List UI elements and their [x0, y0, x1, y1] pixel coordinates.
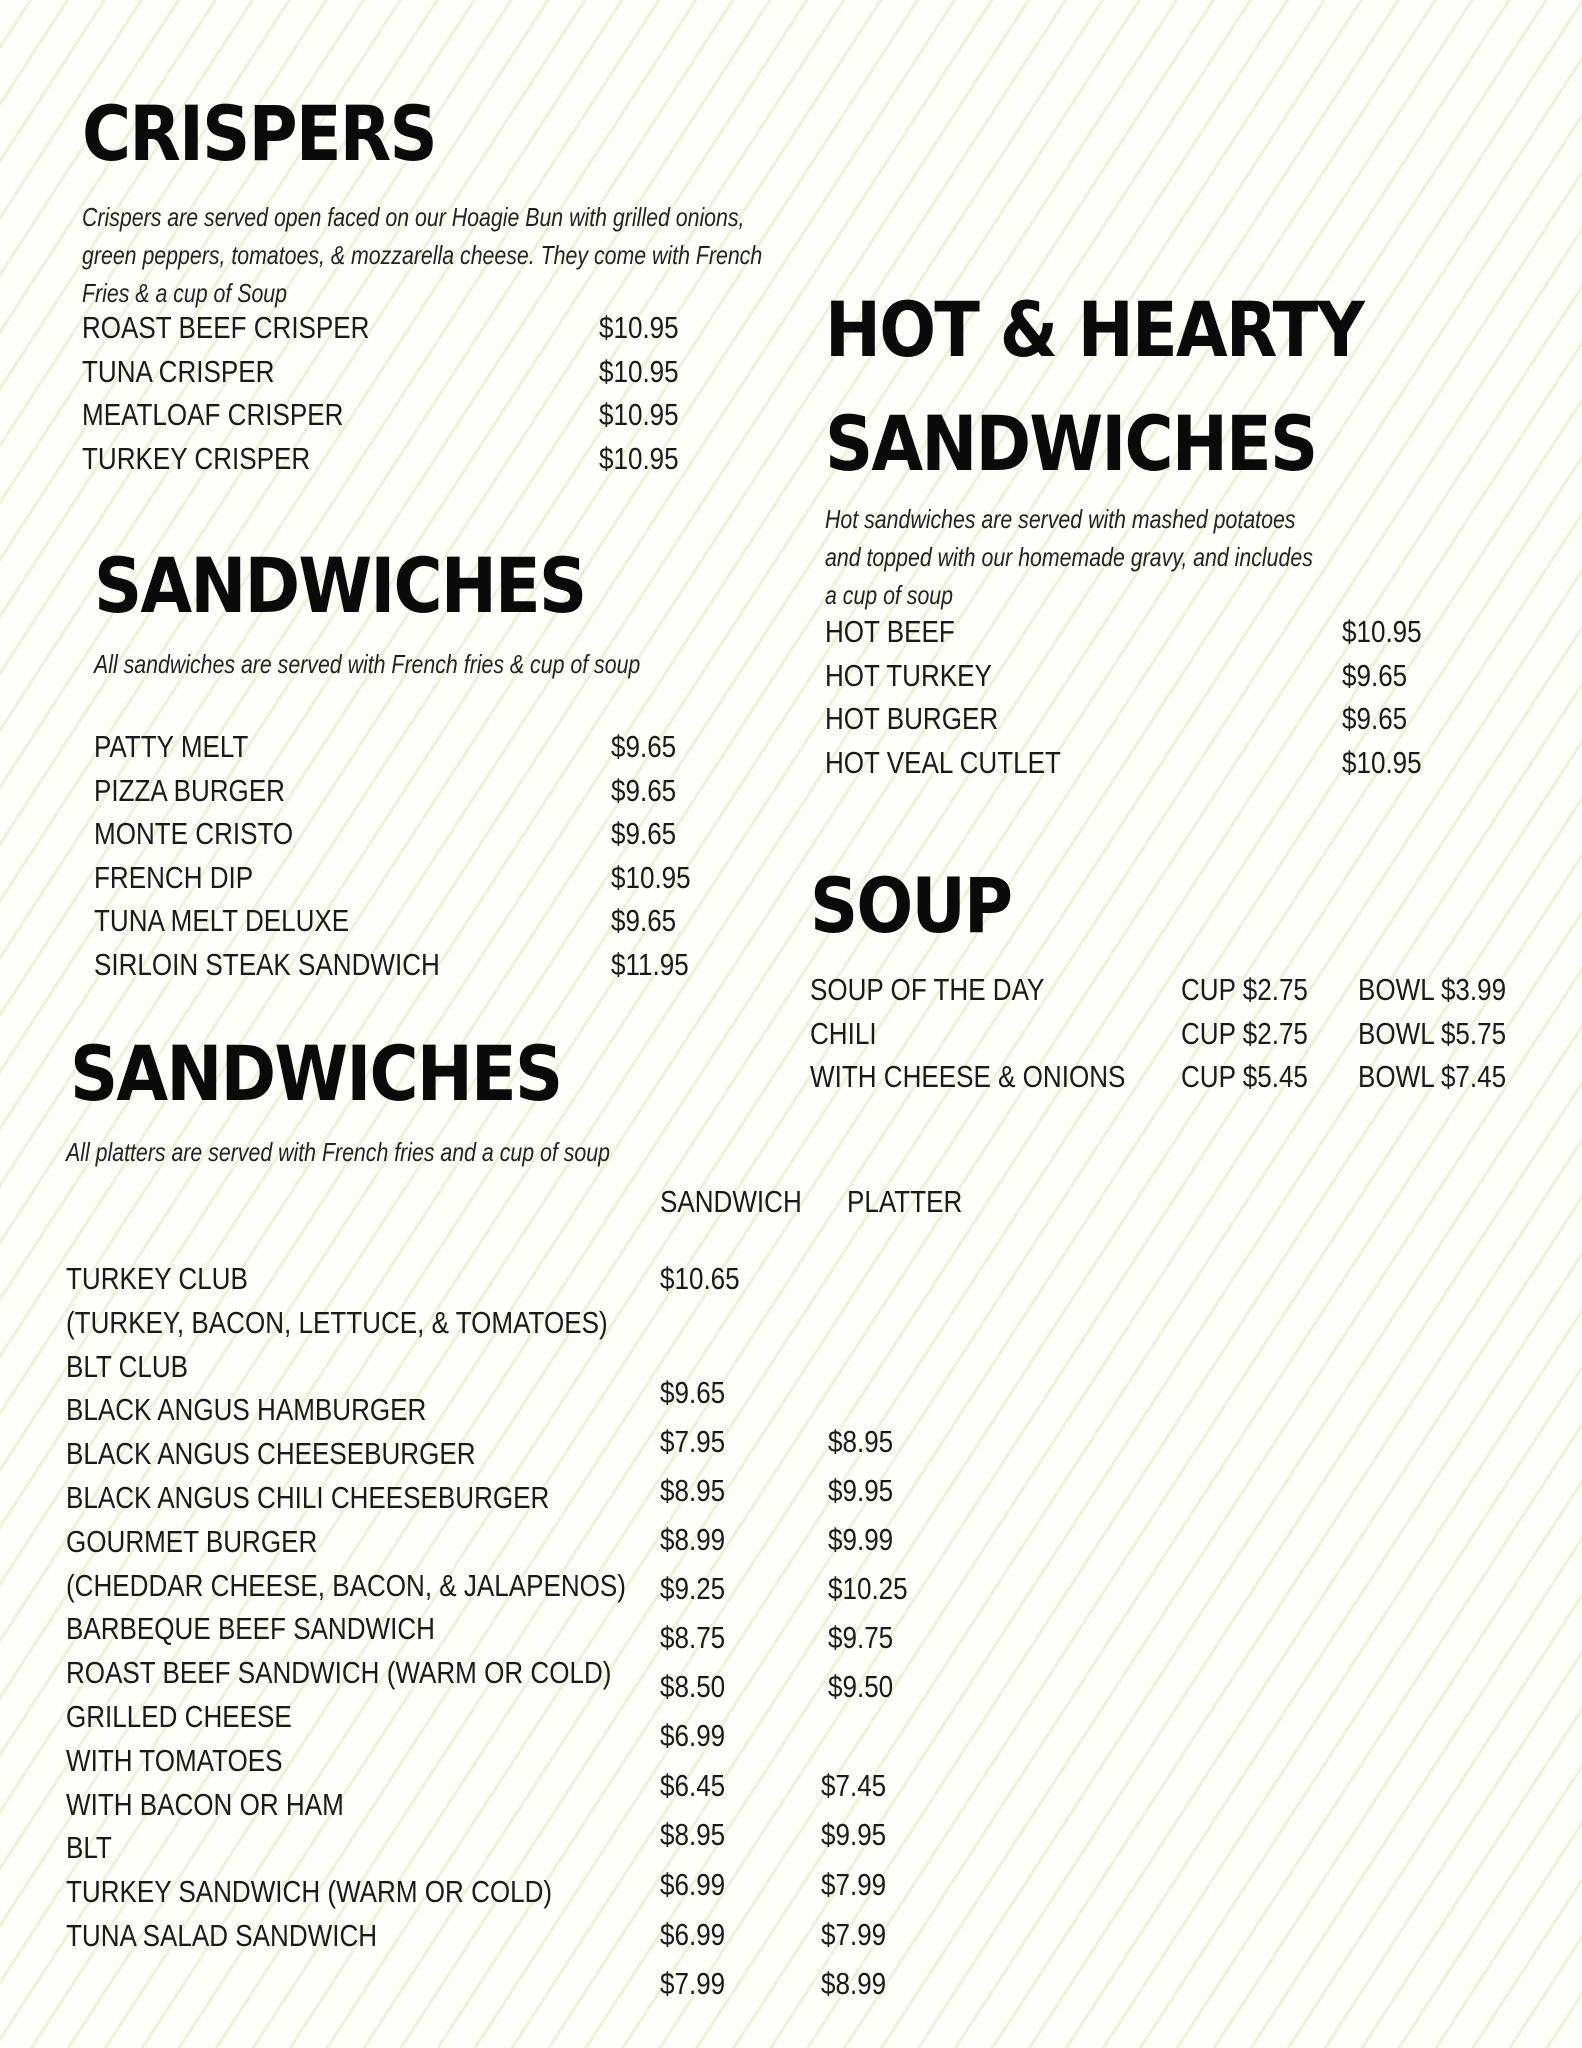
sandwiches-description: All sandwiches are served with French fries & cup of soup	[94, 649, 641, 679]
sandwich-price: $9.65	[660, 1375, 726, 1410]
platter-item-name: BLACK ANGUS CHILI CHEESEBURGER	[66, 1480, 550, 1515]
platter-item-name: TUNA SALAD SANDWICH	[66, 1918, 378, 1953]
menu-item-name: TUNA CRISPER	[82, 353, 275, 389]
menu-item-price: $9.65	[1342, 701, 1408, 736]
menu-item-name: HOT BURGER	[825, 701, 999, 736]
platter-price: $7.45	[821, 1768, 887, 1803]
menu-item-name: PATTY MELT	[94, 729, 249, 764]
soup-bowl-price: BOWL $7.45	[1358, 1059, 1507, 1094]
menu-item-name: MONTE CRISTO	[94, 816, 294, 851]
sandwich-price: $7.99	[660, 1966, 726, 2001]
soup-bowl-price: BOWL $5.75	[1358, 1015, 1507, 1051]
column-header-sandwich: SANDWICH	[660, 1184, 802, 1219]
menu-item-name: TUNA MELT DELUXE	[94, 903, 350, 938]
menu-item-name: HOT TURKEY	[825, 657, 992, 693]
sandwich-price: $8.50	[660, 1669, 726, 1704]
menu-item-name: HOT VEAL CUTLET	[825, 744, 1061, 780]
sandwich-price: $10.65	[660, 1261, 740, 1296]
platter-price: $9.95	[828, 1473, 894, 1508]
menu-item-price: $10.95	[599, 440, 679, 476]
sandwich-price: $8.99	[660, 1522, 726, 1557]
soup-cup-price: CUP $5.45	[1181, 1059, 1308, 1094]
soup-cup-price: CUP $2.75	[1181, 1015, 1308, 1051]
soup-cup-price: CUP $2.75	[1181, 972, 1308, 1007]
menu-item-price: $10.95	[599, 310, 679, 345]
platter-item-name: BLT CLUB	[66, 1348, 189, 1384]
menu-item-name: HOT BEEF	[825, 614, 955, 649]
menu-item-price: $10.95	[599, 397, 679, 432]
platters-description: All platters are served with French fries and a cup of soup	[66, 1137, 610, 1167]
platter-price: $7.99	[821, 1917, 887, 1952]
menu-item-name: PIZZA BURGER	[94, 772, 285, 808]
soup-item-name: SOUP OF THE DAY	[810, 972, 1045, 1007]
sandwich-price: $9.25	[660, 1571, 726, 1606]
sandwich-price: $8.95	[660, 1817, 726, 1852]
platter-item-name: ROAST BEEF SANDWICH (WARM OR COLD)	[66, 1655, 612, 1691]
hot-hearty-description: Hot sandwiches are served with mashed potatoes and topped with our homemade gravy, and includes a cup of soup	[825, 504, 1313, 610]
menu-item-price: $10.95	[1342, 744, 1422, 780]
platter-price: $8.95	[828, 1424, 894, 1459]
platter-item-name: BLACK ANGUS HAMBURGER	[66, 1392, 427, 1428]
platter-price: $10.25	[828, 1571, 908, 1606]
soup-bowl-price: BOWL $3.99	[1358, 972, 1507, 1007]
platter-item-name: (TURKEY, BACON, LETTUCE, & TOMATOES)	[66, 1304, 608, 1340]
platter-price: $9.50	[828, 1669, 894, 1704]
platter-price: $8.99	[821, 1966, 887, 2001]
menu-item-price: $9.65	[611, 816, 677, 851]
menu-item-name: FRENCH DIP	[94, 859, 254, 895]
platter-item-name: WITH BACON OR HAM	[66, 1786, 344, 1822]
menu-item-price: $10.95	[1342, 614, 1422, 649]
platter-item-name: GOURMET BURGER	[66, 1523, 318, 1559]
platter-item-name: BARBEQUE BEEF SANDWICH	[66, 1611, 435, 1647]
sandwiches-heading: SANDWICHES	[94, 541, 586, 630]
menu-item-price: $10.95	[611, 859, 691, 895]
platter-item-name: (CHEDDAR CHEESE, BACON, & JALAPENOS)	[66, 1567, 626, 1603]
platter-item-name: BLACK ANGUS CHEESEBURGER	[66, 1436, 476, 1472]
menu-item-name: SIRLOIN STEAK SANDWICH	[94, 946, 440, 982]
sandwich-price: $8.75	[660, 1620, 726, 1655]
menu-item-price: $10.95	[599, 353, 679, 389]
menu-item-price: $9.65	[611, 729, 677, 764]
platter-price: $9.75	[828, 1620, 894, 1655]
platter-item-name: TURKEY SANDWICH (WARM OR COLD)	[66, 1874, 553, 1910]
crispers-heading: CRISPERS	[82, 89, 436, 178]
crispers-description: Crispers are served open faced on our Hoagie Bun with grilled onions, green peppers, tomatoes, & mozzarella cheese. They come with French Fries & a cup of Soup	[82, 202, 763, 308]
soup-item-name: CHILI	[810, 1015, 877, 1051]
soup-heading: SOUP	[810, 861, 1012, 950]
platter-price: $9.99	[828, 1522, 894, 1557]
menu-item-name: TURKEY CRISPER	[82, 440, 311, 476]
platter-item-name: BLT	[66, 1830, 112, 1866]
sandwich-price: $7.95	[660, 1424, 726, 1459]
sandwich-price: $6.99	[660, 1917, 726, 1952]
menu-item-price: $9.65	[1342, 657, 1408, 693]
sandwich-price: $6.99	[660, 1867, 726, 1902]
sandwich-price: $6.45	[660, 1768, 726, 1803]
platters-heading: SANDWICHES	[70, 1029, 562, 1118]
platter-item-name: WITH TOMATOES	[66, 1742, 283, 1778]
platter-item-name: TURKEY CLUB	[66, 1261, 248, 1296]
soup-item-name: WITH CHEESE & ONIONS	[810, 1059, 1126, 1094]
menu-item-price: $9.65	[611, 772, 677, 808]
sandwich-price: $6.99	[660, 1718, 726, 1753]
sandwich-price: $8.95	[660, 1473, 726, 1508]
platter-price: $9.95	[821, 1817, 887, 1852]
menu-item-price: $9.65	[611, 903, 677, 938]
menu-item-name: ROAST BEEF CRISPER	[82, 310, 370, 345]
platter-item-name: GRILLED CHEESE	[66, 1699, 292, 1734]
hot-hearty-heading-line1: HOT & HEARTY	[825, 285, 1364, 374]
menu-item-name: MEATLOAF CRISPER	[82, 397, 344, 432]
menu-item-price: $11.95	[611, 946, 689, 982]
column-header-platter: PLATTER	[847, 1184, 963, 1219]
platter-price: $7.99	[821, 1867, 887, 1902]
hot-hearty-heading-line2: SANDWICHES	[825, 399, 1317, 488]
